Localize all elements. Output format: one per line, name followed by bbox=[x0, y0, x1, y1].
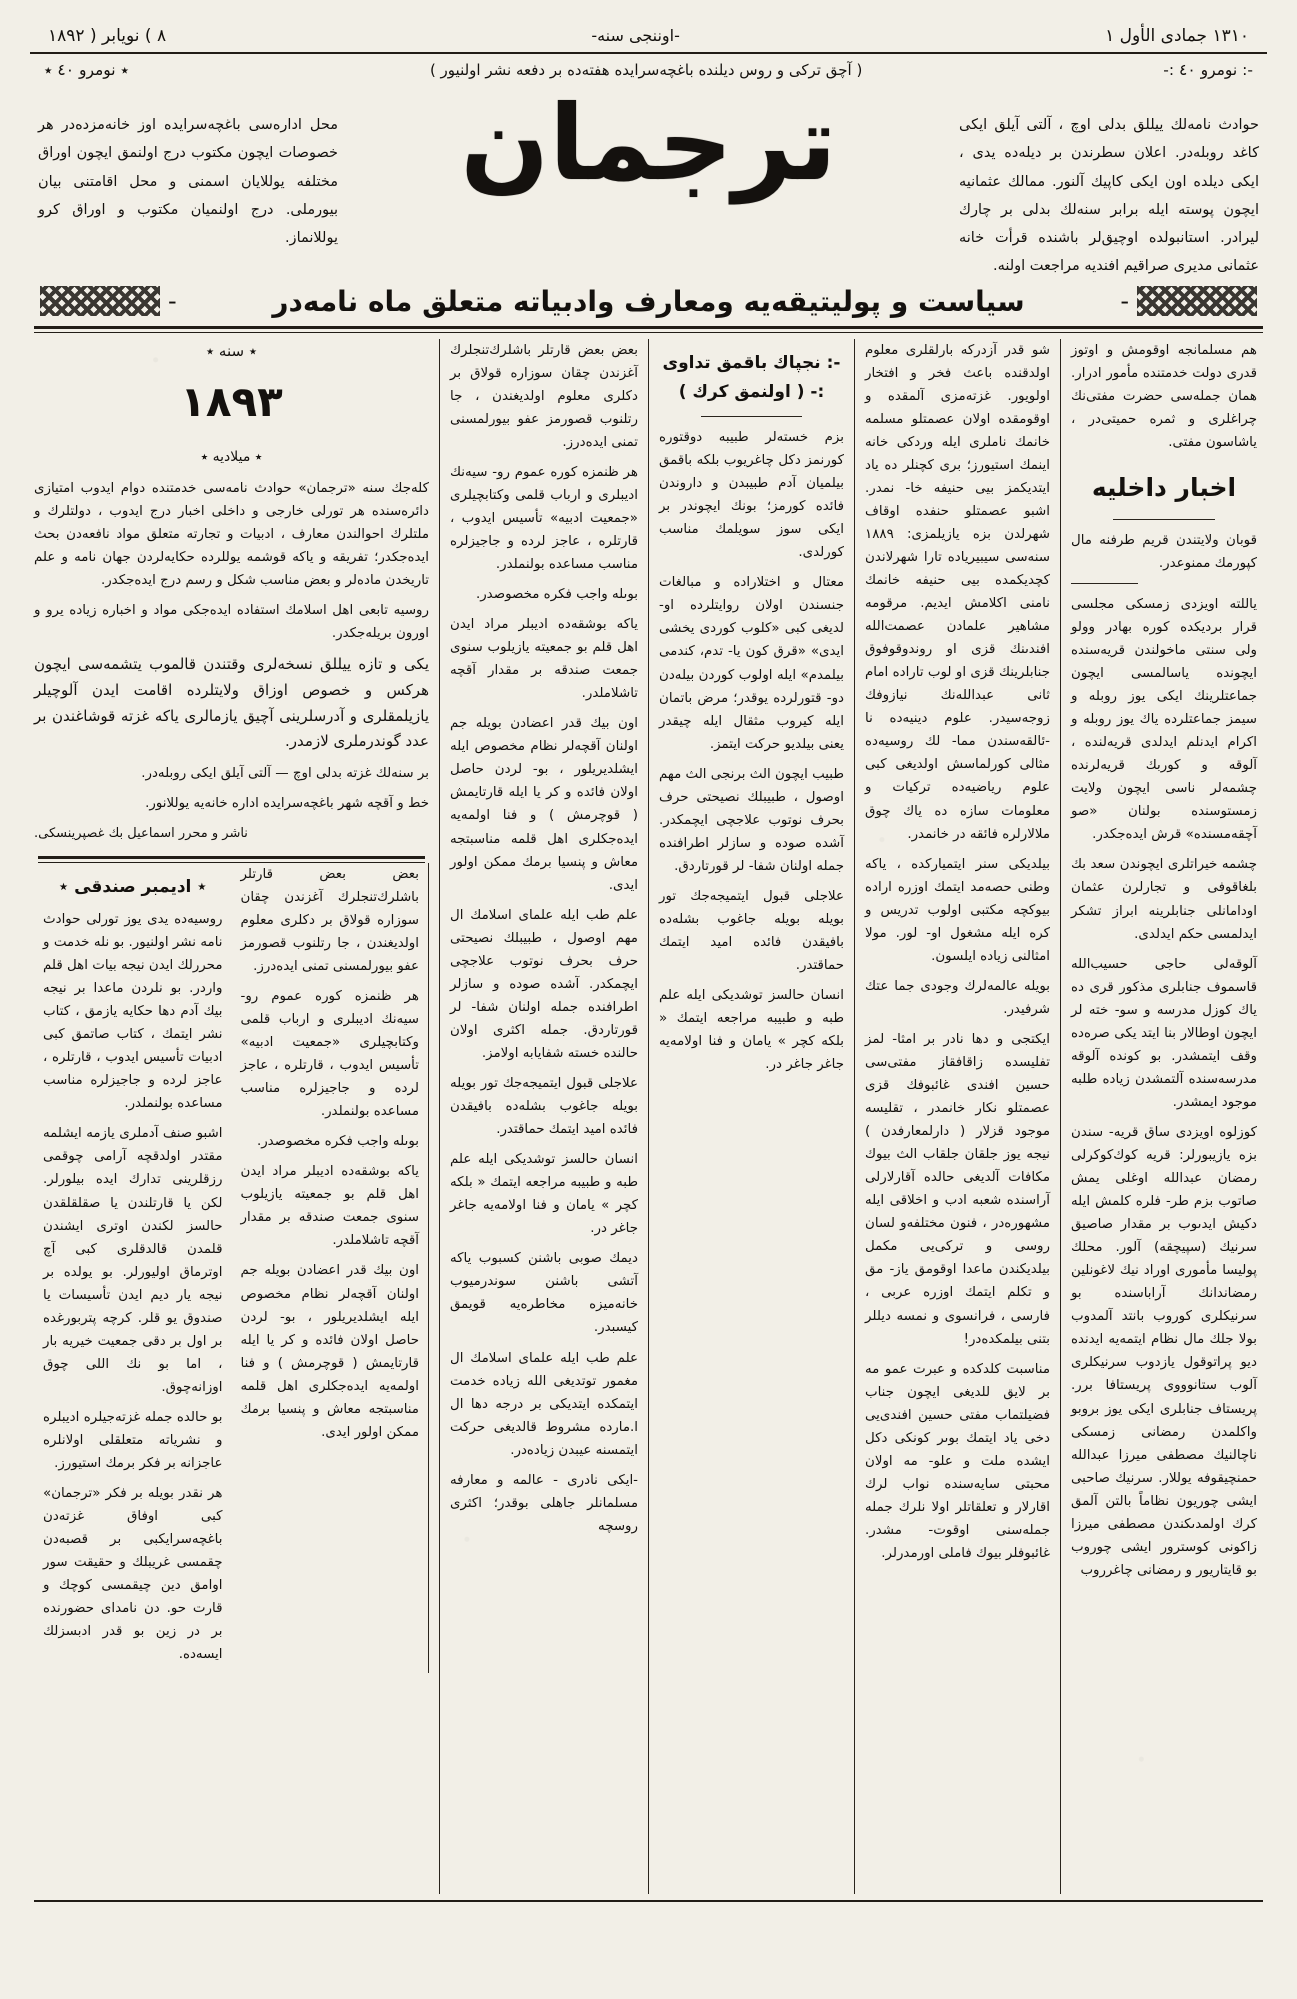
divider bbox=[1113, 519, 1215, 520]
masthead-title-wrap bbox=[348, 82, 949, 204]
split-right-body bbox=[34, 863, 232, 1674]
column-five bbox=[1061, 339, 1267, 1894]
issue-number-right: ٭ نومرو ٤٠ ٭ bbox=[44, 61, 129, 79]
col3-para-4: انسان حالسز توشديكى ايله علم طبه و طبيبه مراجعه ايتمك « بلكه كچر » يامان و فنا اولامه‌يه جاغر جاغر در. bbox=[659, 988, 844, 1073]
col2-para-4: اون بيك قدر اعضادن بويله جم اولنان آقچه‌لر نظام مخصوص ايله ايشلديريلور ، بو- لردن حاصل اولان فائده و كر يا ايله قارتايمش ( قوچرمش ) و فنا اولمه‌يه ايده‌جكلرى اهل قلمه مناسبتجه معاش و پنسيا برمك ممكن اولور ايدى. bbox=[450, 716, 638, 893]
nameplate bbox=[30, 83, 1267, 281]
col3-para-0: بزم خسته‌لر طبيبه دوقتوره كورنمز دكل چاغريوب بلكه باقمق بيلميان آدم طبيبدن و داروندن فائده كورمز؛ بونك ايچوندر بر ايكى سوز سويلمك مناسب كورلدى. bbox=[659, 430, 844, 561]
col2-para-0: بعض بعض قارتلر باشلرك‌تنجلرك آغزندن چقان سوزاره قولاق بر دكلرى معلوم اولديغندن ، جا رتلنوب قصورمز عفو بيورلمسنى تمنى ايده‌درز. bbox=[450, 342, 638, 450]
ornament-right-icon bbox=[1137, 286, 1257, 316]
lead-para-4: خط و آقچه شهر باغچه‌سرايده اداره خانه‌يه يوللانور. bbox=[145, 796, 429, 812]
footer-rule bbox=[34, 1900, 1263, 1902]
column-two bbox=[440, 339, 649, 1894]
masthead-blurb-left: محل اداره‌سى باغچه‌سرايده اوز خانه‌مزده‌در هر خصوصات ايچون مكتوب درج اولنمق ايچون اوراق مختلفه يوللايان اسمنى و محل اقامتنى بيان بيورملى. درج اولنميان مكتوب و اوراق كرو يوللانماز. bbox=[38, 117, 338, 247]
dateline-year-center: -اوننجى سنه- bbox=[591, 26, 680, 45]
col3-para-1: معتال و اختلاراده و مبالغات جنسندن اولان روايتلرده او- لديغى كبى «كلوب كوردى يخشى ايدى» «قرق كون يا- تدم، كندمى بيلمدم» ايله اولوب كوردن بيله‌دن دو- قتورلرده يوقدر؛ مرض باتمان ايله كيروب مثقال ايله چيقدر يعنى بيلديو حركت ايتمز. bbox=[659, 575, 844, 752]
col4-para-3: ايكتجى و دها نادر بر امثا- لمز تفليسده زاقافقاز مفتى‌سى حسين افندى غائبوفك قزى عصمتلو نكار خانمدر ، تقليسه موجود قزلار ( دارلمعارفدن ) نيجه يوز جلقان جلقاب الث بيوك مكافات آلديغى حالده آقارلارلى آراسنده شعبه ادب و اخلاقى ايله مشهوره‌در ، فنون مختلفه‌و لسان روسى و تركى‌يى مكمل بيلديكندن ماعدا اوقومق ياز- مق و تكلم ايتمك اوزره عربى ، فارسى ، فرانسوى و نمسه ديللر بتنى بيلمكده‌در! bbox=[865, 1031, 1050, 1347]
strapline: سياست و پوليتيقه‌يه ومعارف وادبياته متعلق ماه نامه‌در bbox=[272, 284, 1025, 318]
split-left-body bbox=[232, 863, 430, 1674]
fund-para-1: اشبو صنف آدملرى يازمه ايشلمه مقتدر اولدقچه آرامى چوقمى رزقلرينى تدارك ايده بيلورلر. لكن يا قارتلندن يا صقلقلقدن حالسز لكندن اوترى ايشندن قلمدن قالدقلرى كبى آچ اوترماق اوليورلر. بو يولده بر نيجه يار ديم ايدن تأسيسات يا صندوق يو قلر. كرچه پتربورغده بر اول بر دقى جمعيت خيريه بار ، اما بو نك اللى چوق اوزانه‌چوق. bbox=[43, 1126, 223, 1395]
fund-para-2: بو حالده جمله غزته‌جيلره اديبلره و نشرياته متعلقلى اولانلره عاجزانه بر فكر برمك استيورز. bbox=[43, 1409, 223, 1472]
section-heading-domestic-news: اخبار داخليه bbox=[1091, 472, 1237, 502]
col5-para-0: ياللته اويزدى زمسكى مجلسى قرار برديكده كوره بهادر وولو ولى سنتى ماخولندن قريه‌سنده ايچونده ياسالمسى ايچون جماعتلرينك ايكى يوز روبله و سيمز جماعتلرده ياك يوز روبله و اكرام ايدنلم ايدلدى قريه‌لنده ، آلوقه و كوربك قريه‌لرنده چشمه‌لر ناسى ايچون ولايت زمستوسنده بولنان «صو آچقه‌مسنده» قرش ايده‌جكدر. bbox=[1071, 596, 1257, 843]
col2-para-8: ديمك صوبى باشنن كسبوب ياكه آتشى باشنن سوندرميوب خانه‌ميزه مخاطره‌يه قويمق كيسبدر. bbox=[450, 1251, 638, 1336]
issue-number-left: -: نومرو ٤٠ :- bbox=[1163, 61, 1253, 79]
col4-para-1: بيلديكى سنر ايتمياركده ، ياكه وطنى حصه‌مد ايتمك اوزره اراده بيوكچه مكتبى اولوب تدريس و كره ايله مشغول او- لور. مولا امثالنى زياده ايلسون. bbox=[865, 856, 1050, 964]
col3-para-2: طبيب ايچون الث برنجى الث مهم اوصول ، طبيبلك نصيحتى حرف بحرف نوتوب علاجچى ايچمكدر. آشده صوده و سازلر اطرافنده جمله اولنان شفا- لر قورتاردق. bbox=[659, 766, 844, 874]
col2-para-3: ياكه بوشقه‌ده اديبلر مراد ايدن اهل قلم بو جمعيته يازيلوب سنوى جمعت صندقه بر مقدار آقچه تاشلاملدر. bbox=[450, 617, 638, 702]
column-one-lead bbox=[30, 339, 440, 1894]
strapline-row bbox=[40, 285, 1257, 324]
col5-para-1: چشمه خيراتلرى ايچوندن سعد بك بلغاقوفى و تجارلرن عثمان اودامانلى جنابلرينه ابراز تشكر ايدلمسى حكم ايدلدى. bbox=[1071, 857, 1257, 942]
strap-dash-left: - bbox=[168, 287, 177, 316]
col2-para-6: علاجلى قبول ايتميجه‌جك تور بويله بويله جاغوب بشله‌ده بافيقدن فائده اميد ايتمك حماقتدر. bbox=[450, 1076, 638, 1138]
column-three bbox=[649, 339, 855, 1894]
col2-para-7: انسان حالسز توشديكى ايله علم طبه و طبيبه مراجعه ايتمك « بلكه كچر » يامان و فنا اولامه‌يه جاغر جاغر در. bbox=[450, 1152, 638, 1237]
fund-para-3: هر نقدر بويله بر فكر «ترجمان» كبى اوفاق غزته‌دن باغچه‌سرايكبى بر قصبه‌دن چقمسى غريبلك و حقيقت سور اوامق دين چيقمسى كوچك و قارت حو. دن نامداى حضورنده بر در زين بو قدر ادبسزلك ايسه‌ده. bbox=[43, 1486, 223, 1663]
col2-para-2: بوىله واجب فكره مخصوصدر. bbox=[475, 587, 638, 603]
article-columns bbox=[30, 339, 1267, 1894]
col5-para-2: آلوقه‌لى حاجى حسيب‌الله قاسموف جنابلرى مذكور قرى ده ياك كوزل مدرسه و سو- خته لر ايچون اوطا‌لار بنا ايتد يكى صره‌ده وقف ايتمشدر. بو كونده آلوقه مدرسه‌سنده آلتمشدن زياده طلبه موجود ايمشدر. bbox=[1071, 956, 1257, 1110]
strap-dash-right: - bbox=[1120, 287, 1129, 316]
col3-para-3: علاجلى قبول ايتميجه‌جك تور بويله بويله جاغوب بشله‌ده بافيقدن فائده اميد ايتمك حماقتدر. bbox=[659, 888, 844, 974]
fund-para-0: روسيه‌ده يدى يوز تورلى حوادث نامه نشر اولنيور. بو نله خدمت و محررلك ايدن نيجه بيات اهل قلم واردر. بو نلردن ماعدا بر نيجه بيك آدم دها حكايه يازمق ، كتاب نشر ايتمك ، كتاب صاتمق كبى ادبيات تأسيس ايدوب ، قارتلره ، عاجز لرده و جاجيزلره مناسب مساعده بولنملدر. bbox=[43, 911, 223, 1112]
split-left-para-2: بوىله واجب فكره مخصوصدر. bbox=[256, 1134, 419, 1150]
lead-para-2: يكى و تازه ييللق نسخه‌لرى وقتندن قالموب يتشمه‌سى ايچون هركس و خصوص اوزاق ولايتلرده اقامت ايدن آلوچيلر يازيلمقلرى و آدرسلرينى آچيق يازمالرى ياكه غزته قوشاغندن بر عدد گوندرملرى لازمدر. bbox=[34, 655, 429, 751]
col5-lead: هم مسلمانجه اوقومش و اوتوز قدرى دولت خدمتنده مأمور ادرار. همان جمله‌سى حضرت مفتى‌نك چراغلرى و ثمره حميتى‌در ، ياشاسون مفتى. bbox=[1071, 342, 1257, 450]
col5-para-3: كوزلوه اويزدى ساق قريه- سندن بزه يازيبورلر: قريه كوك‌كوكرلى رمضان عبدالله اوغلى يمش صاتوب بزم طر- فلره كلمش ايله دكيش ايدىوب بر مقدار صاصيق سرنيك (سپيچقه) آلور. محلك پوليسا مأمورى اوراد نيك لاغونلين رمضاندانك آراباسنده بو سرنيكلرى كوروب بانتد آلمدوب بولا جلك مال نظام ايتمه‌يه ايدنده ديو پراتوقول يازدوب سرنيكلرى آلوب ستانوووى پريستافا برر. پريستاف جنابلرى ايكى يوز بروبو واكلمدن رمضانى زمسكى ناچالنيك مصطفى ميرزا عبدالله حمنچيقوفه يوللار. سرنيك صاحبى ايشى چوريون نظاماً بالتن آلمق كرك اولمدىكندن مصطفى ميرزا زاكونى كوسترور ايشى چوروب بو قايتاريور و رمضانى چاغرروب bbox=[1071, 1124, 1257, 1578]
lead-para-0: كله‌جك سنه «ترجمان» حوادث نامه‌سى خدمتنده دوام ايدوب امتيازى دائره‌سنده هر تورلى خارجى و داخلى اخبار درج ايدوب ، دولتلرك و ملتلرك احوالندن معارف ، ادبيات و تجارته متعلق مواد نافعه‌دن بحث ايده‌جكدر؛ تفريقه و ياكه قوشمه يوللرده حكايه‌لردن جهان نامه و علم تاريخدن ماده‌لر و بعض مناسب شكل و رسم درج ايده‌جكدر. bbox=[34, 480, 429, 588]
col2-para-10: -ايكى نادرى - عالمه و معارفه مسلمانلر جاهلى بوقدر؛ اكثرى روسچه bbox=[450, 1472, 638, 1534]
lead-split-section bbox=[34, 863, 429, 1674]
col4-para-4: مناسبت كلدكده و عبرت عمو مه بر لايق للديغى ايچون جناب فضيلتماب مفتى حسين افندى‌يى دخى ياد ايتمك بوىر كونكى دكل ايشده ملت و علو- مه اولان محبتى سايه‌سنده نواب لرك اقارلار و تعلقاتلر اولا نلرك جمله جمله‌سنى اوقوت- مشدر. غائبوفلر بيوك فاملى اورمدرلر. bbox=[865, 1361, 1050, 1561]
dateline-gregorian: ٨ ) نويابر ( ١٨٩٢ bbox=[48, 26, 167, 46]
divider bbox=[1071, 583, 1138, 584]
section-heading-treatment: -: نجپاك باقمق تداوى :- ( اولنمق كرك ) bbox=[662, 352, 841, 402]
publisher-signature: ناشر و محرر اسماعيل بك غصپرينسكى. bbox=[34, 826, 248, 842]
dateline-bar bbox=[30, 26, 1267, 54]
split-left-para-4: اون بيك قدر اعضادن بويله جم اولنان آقچه‌لر نظام مخصوص ايله ايشلديريلور ، بو- لردن حاصل اولان فائده و كر يا ايله قارتايمش ( قوچرمش ) و فنا اولمه‌يه ايده‌جكلرى اهل قلمه مناسبتجه معاش و پنسيا برمك ممكن اولور ايدى. bbox=[240, 1263, 419, 1440]
issue-info-bar bbox=[30, 54, 1267, 83]
split-left-para-0: بعض بعض قارتلر باشلرك‌تنجلرك آغزندن چقان سوزاره قولاق بر دكلرى معلوم اولديغندن ، جا رتلنوب قصورمز عفو بيورلمسنى تمنى ايده‌درز. bbox=[240, 866, 419, 974]
page-title: ترجمان bbox=[460, 82, 837, 204]
split-left-para-1: هر ظنمزه كوره عموم رو- سيه‌نك اديبلرى و ارباب قلمى وكتابچيلرى «جمعيت ادبيه» تأسيس ايدوب ، قارتلره ، عاجز لرده و جاجيزلره مناسب مساعده بولنملدر. bbox=[240, 988, 419, 1120]
lead-year-number: ١٨٩٣ bbox=[180, 377, 283, 427]
lead-year-label: ٭ سنه ٭ bbox=[205, 341, 258, 360]
col2-para-5: علم طب ايله علماى اسلامك ال مهم اوصول ، طبيبلك نصيحتى حرف بحرف نوتوب علاجچى ايچمكدر. آشده صوده و سازلر اطرافنده جمله اولنان شفا- لر قورتاردق. جمله اكثرى اولان حالنده خسته شفايابه اولامز. bbox=[450, 907, 638, 1061]
dateline-hijri: ١٣١٠ جمادى الأول ١ bbox=[1105, 26, 1249, 46]
split-left-para-3: ياكه بوشقه‌ده اديبلر مراد ايدن اهل قلم بو جمعيته يازيلوب سنوى جمعت صندقه بر مقدار آقچه تاشلاملدر. bbox=[240, 1164, 419, 1249]
publication-note: ( آچق تركى و روس ديلنده باغچه‌سرايده هفته‌ده بر دفعه نشر اولنيور ) bbox=[429, 61, 863, 79]
lead-year-era: ٭ ميلاديه ٭ bbox=[200, 448, 263, 465]
column-four bbox=[855, 339, 1061, 1894]
masthead-rule bbox=[34, 326, 1263, 333]
lead-para-1: روسيه تابعى اهل اسلامك استفاده ايده‌جكى مواد و اخباره زياده يرو و اورون بريله‌جكدر. bbox=[34, 602, 429, 641]
section-heading-literary-fund: ٭ اديمبر صندقى ٭ bbox=[58, 876, 207, 897]
col2-para-9: علم طب ايله علماى اسلامك ال مغمور توتديغى الله زياده خدمت ايتمكده ايتديكى بر درجه دها ال ا.مارده مشروط قالديغى حركت ايتمسنه عيبدن زياده‌در. bbox=[450, 1350, 638, 1458]
ornament-left-icon bbox=[40, 286, 160, 316]
lead-para-3: بر سنه‌لك غزته بدلى اوچ — آلتى آيلق ايكى روبله‌در. bbox=[141, 766, 429, 782]
masthead-blurb-right: حوادث نامه‌لك ييللق بدلى اوچ ، آلتى آيلق ايكى كاغد روبله‌در. اعلان سطرندن بر ديله‌ده يدى ، ايكى ديلده اون ايكى كاپيك آلنور. ممالك عثمانيه ايچون پوسته ايله برابر سنه‌لك بدلى بر چارك ليرادر. استانبولده اوچيق‌لر باشنده قرأت خانه عثمانى مديرى صراقيم افنديه مراجعت اولنه. bbox=[959, 117, 1259, 275]
divider bbox=[701, 416, 803, 417]
col4-para-2: بويله عالمه‌لرك وجودى جما عتك شرفيدر. bbox=[865, 978, 1050, 1017]
col5-subhead: قوبان ولايتندن قريم طرفنه مال كپورمك ممنوعدر. bbox=[1071, 532, 1257, 571]
col4-para-0: شو قدر آزدركه بارلقلرى معلوم اولدقنده باعث فخر و افتخار اولويور. غزته‌مزى آلمقده و اوقومقده اولان عصمتلو مسلمه خانمك ناملرى ايله وردكى خانه اينمك استيورز؛ برى كچنلر ده ياد ايتديكمز بيى حنيفه خا- نمدر. اشبو عصمتلو حنفده اوقاف شهرلدن بزه يازيلمزى: ١٨٨٩ سنه‌سى سيبيرياده تارا شهرلاندن كچديكمده بيى حنيفه خانمك نامنى اكلامش ايديم. مرقومه مشاهير علمادن عصمت‌الله افندىنك قزى او روندوقوفوق جنابلرينك قزى او لوب تاراده امام ثانى عبدالله‌نك نيازوفك زوجه‌سيدر. علوم دينيه‌ده نا -ئالقه‌سندن مما- لك روسيه‌ده مثالى كورلماسش اولديغى كبى علوم رياضيه‌ده تركيات و معلومات سازه ده ياك چوق ملالارلره فائقه در خانمدر. bbox=[865, 342, 1050, 842]
col2-para-1: هر ظنمزه كوره عموم رو- سيه‌نك اديبلرى و ارباب قلمى وكتابچيلرى «جمعيت ادبيه» تأسيس ايدوب ، قارتلره ، عاجز لرده و جاجيزلره مناسب مساعده بولنملدر. bbox=[450, 464, 638, 573]
